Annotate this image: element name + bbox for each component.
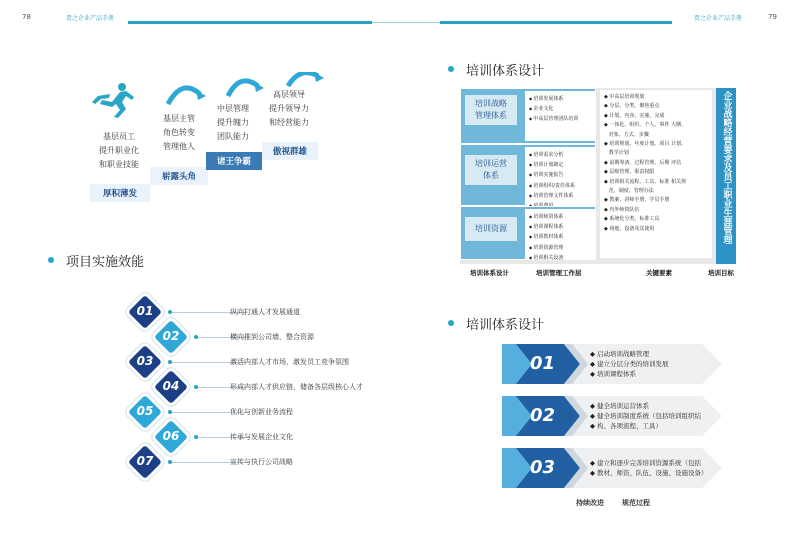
- level3-line3: 团队能力: [217, 132, 249, 141]
- row-resource: [460, 206, 596, 260]
- left-page-number: 78: [22, 13, 31, 21]
- band-item: ◆ 教材、师资、队伍、设施、设施设备）: [590, 468, 722, 478]
- design-bullet: [448, 320, 454, 326]
- design-bands: [502, 344, 722, 494]
- level3-line1: 中层管理: [217, 104, 249, 113]
- band-item: ◆ 构、各项流程、工具）: [590, 421, 722, 431]
- band-item: ◆ 培训课程体系: [590, 369, 722, 379]
- key-element: ◆ 场地、设备及其使用: [604, 225, 655, 232]
- key-element: 教学计划: [604, 150, 629, 157]
- row-resource-label: 培训资源: [465, 217, 517, 241]
- key-element: ◆ 培训规划、年度计划、项目 计划、: [604, 141, 687, 148]
- system-table: [460, 88, 736, 264]
- effect-text: 形成内部人才供应链，储备各层级核心人才: [230, 383, 363, 391]
- step-4: 傲视群雄: [262, 142, 318, 160]
- row-operation-label: 培训运营 体系: [465, 155, 517, 185]
- right-header-bar: [440, 21, 672, 24]
- right-header-title: 贾之企业产品手册: [694, 15, 743, 22]
- key-element: ◆ 分层、分类、聚焦重点: [604, 103, 660, 110]
- system-title: 培训体系设计: [466, 64, 545, 79]
- level4-line3: 和经营能力: [269, 118, 309, 127]
- design-band: [502, 448, 722, 488]
- training-goal-bar: [716, 88, 736, 264]
- key-elements: [600, 90, 712, 258]
- key-element: 对象、方式、步骤: [604, 131, 649, 138]
- effect-number: 02: [162, 329, 180, 343]
- row-strategy-items: ◆ 培训发展体系 ◆ 企业文化 ◆ 中高层管理团队培训: [525, 91, 595, 141]
- career-stairs: [88, 72, 328, 212]
- footer-label-key: 关键要素: [646, 269, 672, 277]
- footer-standard-process: 规范过程: [622, 499, 650, 507]
- left-header-title: 贾之企业产品手册: [66, 15, 115, 22]
- key-element: ◆ 一体化、组织、个人、事件 大纲、: [604, 122, 687, 129]
- effect-dot: [194, 335, 198, 339]
- effect-number: 06: [162, 429, 180, 443]
- key-element: ◆ 培训相关流程、工具、标准 相关规: [604, 178, 687, 185]
- level1-line1: 基层员工: [103, 132, 135, 141]
- effect-text: 传承与发展企业文化: [230, 433, 293, 441]
- key-element: ◆ 计划、内容、实施、完成: [604, 112, 665, 119]
- design-title: 培训体系设计: [466, 318, 545, 333]
- key-element: ◆ 前期筹备、过程管理、后期 评估: [604, 159, 682, 166]
- level4-line1: 高层领导: [273, 90, 305, 99]
- effect-number: 04: [162, 379, 180, 393]
- band-item: ◆ 健全培训制度系统（包括培训组织结: [590, 411, 722, 421]
- effects-title: 项目实施效能: [66, 255, 145, 270]
- effect-dot: [168, 410, 172, 414]
- row-resource-items: ◆ 培训师资体系 ◆ 培训课程体系 ◆ 培训教材体系 ◆ 培训资源管理 ◆ 培训相关设备: [525, 209, 595, 259]
- footer-continuous-improve: 持续改进: [576, 499, 604, 507]
- effect-text: 横向推到公司墙，整合资源: [230, 333, 314, 341]
- effect-number: 05: [136, 404, 154, 418]
- level2-line2: 角色转变: [163, 128, 195, 137]
- row-operation: [460, 144, 596, 206]
- band-items: [590, 401, 722, 431]
- row-operation-items: ◆ 培训需求分析 ◆ 培训计划制定 ◆ 培训实施报告 ◆ 培训组织/责任体系 ◆ 培训管理文件体系 ◆: [525, 147, 595, 205]
- level1-line2: 提升职业化: [99, 146, 139, 155]
- band-item: ◆ 启动培训战略管理: [590, 349, 722, 359]
- step-1: 厚积薄发: [90, 184, 150, 202]
- effect-dot: [168, 460, 172, 464]
- level3-line2: 提升魄力: [217, 118, 249, 127]
- key-element: ◆ 系统化分类、标准工具: [604, 216, 660, 223]
- effect-dot: [194, 385, 198, 389]
- effect-text: 宣传与执行公司战略: [230, 458, 293, 466]
- effect-number: 01: [136, 304, 154, 318]
- effect-text: 纵向打通人才发展通道: [230, 308, 300, 316]
- key-element: ◆ 教案、讲师手册、学员手册: [604, 197, 670, 204]
- level2-line3: 管理他人: [163, 142, 195, 151]
- design-band: [502, 344, 722, 384]
- footer-label-design: 培训体系设计: [470, 269, 509, 277]
- level1-line3: 和职业技能: [99, 160, 139, 169]
- effect-number: 07: [136, 454, 154, 468]
- footer-label-goal: 培训目标: [708, 269, 734, 277]
- band-item: ◆ 建立分层分类的培训发展: [590, 359, 722, 369]
- row-strategy-label: 培训战略 管理体系: [465, 95, 517, 125]
- band-items: [590, 458, 722, 478]
- effects-list: [128, 298, 388, 478]
- effect-number: 03: [136, 354, 154, 368]
- right-page-number: 79: [768, 13, 777, 21]
- key-element: ◆ 内外师资队伍: [604, 206, 640, 213]
- row-strategy: [460, 88, 596, 144]
- level4-line2: 提升领导力: [269, 104, 309, 113]
- left-header-bar: [128, 21, 372, 24]
- effect-dot: [168, 360, 172, 364]
- band-items: [590, 349, 722, 379]
- level2-line1: 基层主管: [163, 114, 195, 123]
- effect-dot: [168, 310, 172, 314]
- key-element: ◆ 层级管理、职责权限: [604, 169, 655, 176]
- band-item: ◆ 健全培训运营体系: [590, 401, 722, 411]
- step-2: 崭露头角: [150, 167, 208, 185]
- footer-label-management: 培训管理工作层: [536, 269, 582, 277]
- band-number: 01: [530, 353, 556, 374]
- training-goal-text: 企业战略经营要求及员工职业生涯管理: [721, 91, 732, 244]
- key-element: 范、制度、管理办法: [604, 188, 654, 195]
- effect-dot: [194, 435, 198, 439]
- system-bullet: [448, 66, 454, 72]
- effect-text: 优化与创新业务流程: [230, 408, 293, 416]
- step-3: 诸王争霸: [206, 152, 262, 170]
- effect-text: 激活内部人才市场，激发员工竞争氛围: [230, 358, 349, 366]
- key-element: ◆ 中高层培训规划: [604, 94, 645, 100]
- runner-icon: [90, 82, 134, 118]
- band-number: 02: [530, 405, 556, 426]
- design-band: [502, 396, 722, 436]
- band-number: 03: [530, 457, 556, 478]
- band-item: ◆ 建立和逐步完善培训资源系统（包括: [590, 458, 722, 468]
- effects-bullet: [48, 257, 54, 263]
